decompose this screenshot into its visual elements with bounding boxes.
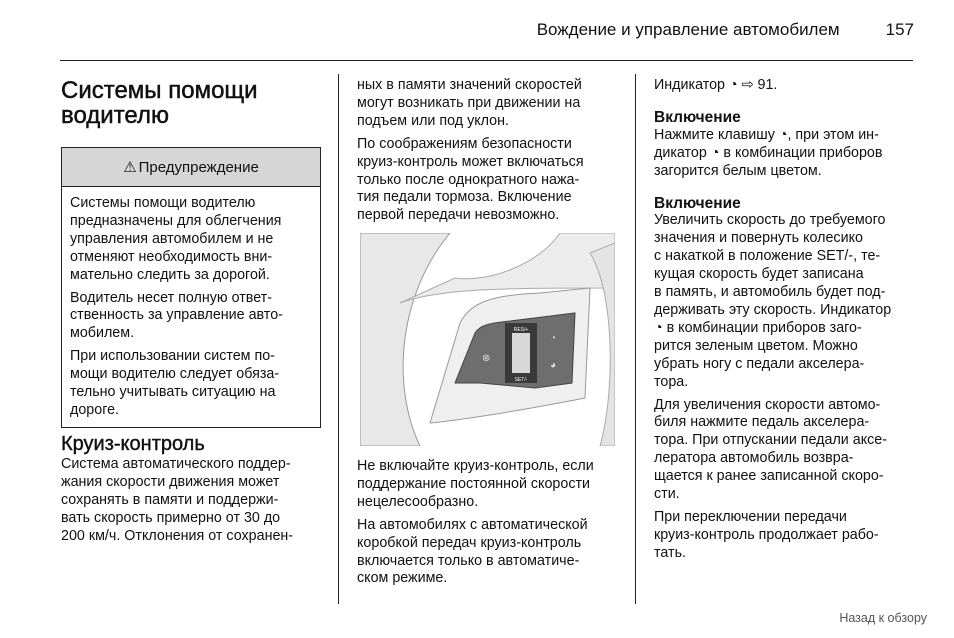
text-line: Нажмите клавишу ◔, при этом ин- [654, 126, 879, 143]
text-line: тать. [654, 544, 686, 561]
column-2 [357, 77, 622, 230]
text-line: мобилем. [70, 325, 135, 342]
text-line: На автомобилях с автоматической [357, 516, 588, 533]
paragraph [70, 290, 312, 344]
body-text [357, 458, 622, 588]
text-line: отменяют необходимость вни- [70, 248, 273, 265]
warning-body [62, 187, 320, 433]
paragraph [654, 509, 916, 563]
text-line: коробкой передач круиз-контроль [357, 534, 582, 551]
warning-box [61, 147, 321, 428]
text-line: нецелесообразно. [357, 493, 479, 510]
text-line: сохранять в памяти и поддержи- [61, 491, 279, 508]
text-line: круиз-контроль продолжает рабо- [654, 526, 879, 543]
paragraph [654, 127, 916, 181]
chapter-title: Вождение и управление автомобилем [536, 20, 840, 39]
text-line: При использовании систем по- [70, 348, 275, 365]
warning-label: Предупреждение [138, 158, 259, 176]
cruise-section [61, 433, 323, 550]
page-number: 157 [885, 20, 914, 39]
paragraph [70, 348, 312, 420]
text-line: тия педали тормоза. Включение [357, 189, 572, 206]
title-line: водителю [61, 102, 169, 129]
steering-wheel-illustration [360, 233, 615, 446]
text-line: дикатор ◔ в комбинации приборов [654, 144, 883, 161]
body-text [654, 212, 916, 562]
text-line: включается только в автоматиче- [357, 552, 580, 569]
text-line: рится зеленым цветом. Можно [654, 337, 858, 354]
text-line: поддержание постоянной скорости [357, 475, 591, 492]
text-line: жания скорости движения может [61, 473, 280, 490]
header-rule [60, 60, 913, 61]
indicator-ref [654, 77, 916, 95]
text-line: кущая скорость будет записана [654, 266, 864, 283]
text-line: ных в памяти значений скоростей [357, 77, 582, 93]
body-text [654, 127, 916, 181]
text-line: ◔ в комбинации приборов заго- [654, 319, 862, 336]
text-line: управления автомобилем и не [70, 230, 274, 247]
text-line: тельно учитывать ситуацию на [70, 384, 276, 401]
paragraph [654, 77, 916, 95]
text-line: лератора автомобиль возвра- [654, 450, 854, 467]
text-line: ском режиме. [357, 570, 448, 587]
column-divider [338, 74, 339, 604]
running-header [537, 20, 914, 40]
text-line: мательно следить за дорогой. [70, 266, 270, 283]
text-line: в память, и автомобиль будет под- [654, 284, 886, 301]
body-text [357, 77, 622, 225]
subheading: Включение [654, 194, 741, 212]
section-heading: Круиз-контроль [61, 433, 205, 455]
cruise-off-icon: ⊗ [482, 353, 491, 364]
res-label: RES/+ [513, 327, 529, 333]
text-line: При переключении передачи [654, 508, 847, 525]
text-line: дороге. [70, 401, 120, 418]
text-line: ственность за управление авто- [70, 307, 283, 324]
cruise-on-icon: ◔ [550, 333, 557, 344]
text-line: Увеличить скорость до требуемого [654, 212, 886, 229]
text-line: подъем или под уклон. [357, 112, 509, 129]
back-to-overview-link[interactable]: Назад к обзору [839, 611, 927, 625]
text-line: Для увеличения скорости автомо- [654, 396, 881, 413]
text-line: первой передачи невозможно. [357, 207, 560, 224]
text-line: могут возникать при движении на [357, 94, 581, 111]
text-line: Не включайте круиз-контроль, если [357, 458, 594, 474]
text-line: биля нажмите педаль акселера- [654, 414, 870, 431]
paragraph [654, 212, 916, 391]
paragraph [357, 517, 622, 589]
text-line: значения и повернуть колесико [654, 230, 863, 247]
text-line: Индикатор ◔ ⇨ 91. [654, 77, 778, 93]
text-line: только после однократного нажа- [357, 171, 580, 188]
text-line: круиз-контроль может включаться [357, 153, 584, 170]
paragraph [61, 456, 323, 546]
text-line: Системы помощи водителю [70, 195, 256, 211]
text-line: держивать эту скорость. Индикатор [654, 301, 892, 318]
text-line: 200 км/ч. Отклонения от сохранен- [61, 527, 294, 544]
paragraph [357, 136, 622, 226]
subheading: Включение [654, 108, 741, 126]
text-line: предназначены для облегчения [70, 212, 282, 229]
text-line: Водитель несет полную ответ- [70, 289, 272, 306]
speed-limiter-icon: ◕ [550, 360, 557, 371]
text-line: вать скорость примерно от 30 до [61, 509, 281, 526]
warning-header [62, 148, 320, 187]
set-label: SET/- [514, 377, 528, 383]
text-line: сти. [654, 486, 680, 503]
text-line: тора. [654, 373, 689, 390]
text-line: убрать ногу с педали акселера- [654, 355, 865, 372]
column-3 [654, 77, 916, 568]
paragraph [357, 458, 622, 512]
section-body [61, 456, 323, 546]
paragraph [357, 77, 622, 131]
text-line: мощи водителю следует обяза- [70, 366, 280, 383]
text-line: Система автоматического поддер- [61, 455, 291, 472]
text-line: с накаткой в положение SET/-, те- [654, 248, 881, 265]
text-line: тора. При отпускании педали аксе- [654, 432, 887, 449]
page-title [61, 78, 323, 128]
title-line: Системы помощи [61, 77, 258, 104]
column-divider [635, 74, 636, 604]
text-line: По соображениям безопасности [357, 135, 572, 152]
text-line: загорится белым цветом. [654, 162, 822, 179]
paragraph [654, 397, 916, 504]
column-1 [61, 78, 323, 128]
warning-triangle-icon: ⚠ [123, 159, 137, 176]
text-line: щается к ранее записанной скоро- [654, 468, 884, 485]
paragraph [70, 195, 312, 285]
column-2-bottom [357, 458, 622, 593]
